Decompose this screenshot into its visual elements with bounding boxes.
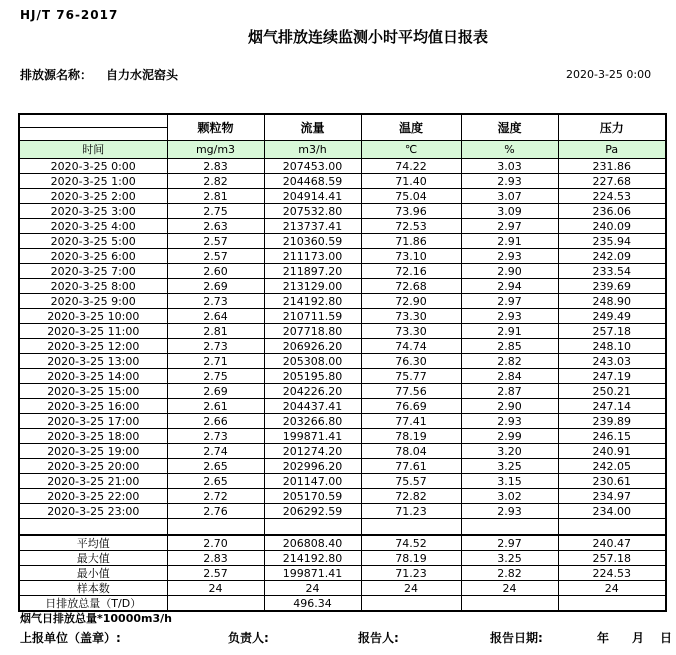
value-cell: 205195.80: [264, 369, 361, 384]
summary-row: [19, 551, 666, 566]
summary-value-cell: 206808.40: [264, 535, 361, 551]
reporter-label: 报告人:: [358, 631, 399, 645]
value-cell: 2.90: [461, 264, 558, 279]
summary-value-cell: 24: [167, 581, 264, 596]
summary-label-cell: 最小值: [19, 566, 167, 581]
unit-header-row: [19, 141, 666, 159]
value-cell: 206292.59: [264, 504, 361, 519]
spacer-cell: [167, 519, 264, 536]
table-row: [19, 399, 666, 414]
spacer-row: [19, 519, 666, 536]
time-cell: 2020-3-25 11:00: [19, 324, 167, 339]
summary-label-cell: 平均值: [19, 535, 167, 551]
table-row: [19, 414, 666, 429]
value-cell: 250.21: [558, 384, 666, 399]
value-cell: 2.65: [167, 474, 264, 489]
value-cell: 242.09: [558, 249, 666, 264]
summary-value-cell: [461, 596, 558, 612]
pollutant-header-row: [19, 114, 666, 128]
value-cell: 204437.41: [264, 399, 361, 414]
time-cell: 2020-3-25 5:00: [19, 234, 167, 249]
table-row: [19, 279, 666, 294]
value-cell: 205308.00: [264, 354, 361, 369]
value-cell: 213737.41: [264, 219, 361, 234]
value-cell: 227.68: [558, 174, 666, 189]
value-cell: 199871.41: [264, 429, 361, 444]
col-header-temperature: 温度: [361, 114, 461, 141]
table-row: [19, 369, 666, 384]
value-cell: 2.57: [167, 234, 264, 249]
summary-label-cell: 日排放总量（T/D）: [19, 596, 167, 612]
time-cell: 2020-3-25 23:00: [19, 504, 167, 519]
value-cell: 2.76: [167, 504, 264, 519]
value-cell: 224.53: [558, 189, 666, 204]
table-row: [19, 504, 666, 519]
signature-line: [0, 629, 676, 645]
value-cell: 75.57: [361, 474, 461, 489]
summary-value-cell: 224.53: [558, 566, 666, 581]
value-cell: 205170.59: [264, 489, 361, 504]
value-cell: 73.30: [361, 324, 461, 339]
value-cell: 201147.00: [264, 474, 361, 489]
value-cell: 204226.20: [264, 384, 361, 399]
summary-row: [19, 581, 666, 596]
value-cell: 72.53: [361, 219, 461, 234]
value-cell: 3.15: [461, 474, 558, 489]
time-header-cell: 时间: [19, 141, 167, 159]
value-cell: 203266.80: [264, 414, 361, 429]
summary-value-cell: 2.83: [167, 551, 264, 566]
time-cell: 2020-3-25 9:00: [19, 294, 167, 309]
year-label: 年: [597, 631, 610, 645]
hourly-average-report-table: [18, 113, 667, 612]
value-cell: 230.61: [558, 474, 666, 489]
value-cell: 2.91: [461, 234, 558, 249]
value-cell: 2.57: [167, 249, 264, 264]
value-cell: 73.30: [361, 309, 461, 324]
spacer-cell: [461, 519, 558, 536]
value-cell: 2.85: [461, 339, 558, 354]
col-header-particulate: 颗粒物: [167, 114, 264, 141]
summary-value-cell: 24: [461, 581, 558, 596]
value-cell: 2.81: [167, 189, 264, 204]
value-cell: 240.91: [558, 444, 666, 459]
value-cell: 77.61: [361, 459, 461, 474]
time-cell: 2020-3-25 16:00: [19, 399, 167, 414]
emission-source-label: 排放源名称：: [20, 68, 93, 82]
table-row: [19, 219, 666, 234]
header-blank-cell-bottom: [19, 128, 167, 141]
value-cell: 2.99: [461, 429, 558, 444]
time-cell: 2020-3-25 17:00: [19, 414, 167, 429]
value-cell: 3.02: [461, 489, 558, 504]
value-cell: 235.94: [558, 234, 666, 249]
report-date-label: 报告日期:: [490, 631, 543, 645]
table-row: [19, 474, 666, 489]
value-cell: 243.03: [558, 354, 666, 369]
summary-label-cell: 最大值: [19, 551, 167, 566]
unit-cell-flow: m3/h: [264, 141, 361, 159]
value-cell: 72.90: [361, 294, 461, 309]
footer-note: 烟气日排放总量*10000m3/h: [20, 612, 172, 625]
value-cell: 2.93: [461, 249, 558, 264]
unit-cell-pressure: Pa: [558, 141, 666, 159]
value-cell: 73.96: [361, 204, 461, 219]
time-cell: 2020-3-25 15:00: [19, 384, 167, 399]
summary-value-cell: [361, 596, 461, 612]
value-cell: 240.09: [558, 219, 666, 234]
value-cell: 247.14: [558, 399, 666, 414]
value-cell: 2.73: [167, 339, 264, 354]
value-cell: 2.69: [167, 279, 264, 294]
value-cell: 211173.00: [264, 249, 361, 264]
spacer-cell: [558, 519, 666, 536]
summary-label-cell: 样本数: [19, 581, 167, 596]
summary-value-cell: 24: [558, 581, 666, 596]
spacer-cell: [361, 519, 461, 536]
value-cell: 2.90: [461, 399, 558, 414]
time-cell: 2020-3-25 7:00: [19, 264, 167, 279]
value-cell: 207718.80: [264, 324, 361, 339]
value-cell: 210360.59: [264, 234, 361, 249]
value-cell: 2.93: [461, 414, 558, 429]
value-cell: 72.82: [361, 489, 461, 504]
emission-source-line: [20, 66, 178, 83]
summary-row: [19, 535, 666, 551]
value-cell: 3.03: [461, 159, 558, 174]
value-cell: 202996.20: [264, 459, 361, 474]
report-timestamp: 2020-3-25 0:00: [566, 68, 652, 81]
summary-row: [19, 596, 666, 612]
value-cell: 75.77: [361, 369, 461, 384]
time-cell: 2020-3-25 4:00: [19, 219, 167, 234]
value-cell: 2.64: [167, 309, 264, 324]
value-cell: 2.82: [167, 174, 264, 189]
value-cell: 2.60: [167, 264, 264, 279]
col-header-flow: 流量: [264, 114, 361, 141]
value-cell: 207453.00: [264, 159, 361, 174]
value-cell: 2.73: [167, 294, 264, 309]
value-cell: 207532.80: [264, 204, 361, 219]
time-cell: 2020-3-25 12:00: [19, 339, 167, 354]
value-cell: 2.93: [461, 309, 558, 324]
value-cell: 2.71: [167, 354, 264, 369]
table-row: [19, 339, 666, 354]
value-cell: 2.74: [167, 444, 264, 459]
time-cell: 2020-3-25 19:00: [19, 444, 167, 459]
time-cell: 2020-3-25 21:00: [19, 474, 167, 489]
value-cell: 2.87: [461, 384, 558, 399]
table-row: [19, 444, 666, 459]
table-row: [19, 234, 666, 249]
value-cell: 77.41: [361, 414, 461, 429]
value-cell: 78.19: [361, 429, 461, 444]
unit-cell-particulate: mg/m3: [167, 141, 264, 159]
time-cell: 2020-3-25 0:00: [19, 159, 167, 174]
month-label: 月: [632, 631, 645, 645]
table-row: [19, 309, 666, 324]
value-cell: 2.94: [461, 279, 558, 294]
value-cell: 74.22: [361, 159, 461, 174]
summary-value-cell: [558, 596, 666, 612]
value-cell: 74.74: [361, 339, 461, 354]
value-cell: 2.72: [167, 489, 264, 504]
value-cell: 76.69: [361, 399, 461, 414]
value-cell: 249.49: [558, 309, 666, 324]
table-row: [19, 189, 666, 204]
value-cell: 2.81: [167, 324, 264, 339]
standard-code: HJ/T 76-2017: [20, 8, 119, 22]
summary-value-cell: 496.34: [264, 596, 361, 612]
time-cell: 2020-3-25 3:00: [19, 204, 167, 219]
value-cell: 3.09: [461, 204, 558, 219]
table-row: [19, 159, 666, 174]
time-cell: 2020-3-25 2:00: [19, 189, 167, 204]
value-cell: 78.04: [361, 444, 461, 459]
table-row: [19, 294, 666, 309]
spacer-cell: [264, 519, 361, 536]
value-cell: 2.75: [167, 369, 264, 384]
emission-source-name: 自力水泥窑头: [106, 68, 179, 82]
time-cell: 2020-3-25 6:00: [19, 249, 167, 264]
table-row: [19, 354, 666, 369]
value-cell: 236.06: [558, 204, 666, 219]
value-cell: 2.69: [167, 384, 264, 399]
time-cell: 2020-3-25 8:00: [19, 279, 167, 294]
value-cell: 239.69: [558, 279, 666, 294]
value-cell: 213129.00: [264, 279, 361, 294]
value-cell: 234.00: [558, 504, 666, 519]
table-row: [19, 459, 666, 474]
summary-value-cell: 2.82: [461, 566, 558, 581]
value-cell: 3.20: [461, 444, 558, 459]
value-cell: 231.86: [558, 159, 666, 174]
value-cell: 204914.41: [264, 189, 361, 204]
summary-value-cell: 24: [264, 581, 361, 596]
value-cell: 72.68: [361, 279, 461, 294]
col-header-humidity: 湿度: [461, 114, 558, 141]
value-cell: 201274.20: [264, 444, 361, 459]
value-cell: 247.19: [558, 369, 666, 384]
table-row: [19, 429, 666, 444]
value-cell: 2.63: [167, 219, 264, 234]
time-cell: 2020-3-25 20:00: [19, 459, 167, 474]
value-cell: 257.18: [558, 324, 666, 339]
table-row: [19, 249, 666, 264]
col-header-pressure: 压力: [558, 114, 666, 141]
unit-cell-temperature: ℃: [361, 141, 461, 159]
report-unit-label: 上报单位（盖章）:: [20, 631, 121, 645]
spacer-cell: [19, 519, 167, 536]
summary-value-cell: 2.57: [167, 566, 264, 581]
value-cell: 2.97: [461, 294, 558, 309]
value-cell: 2.82: [461, 354, 558, 369]
value-cell: 2.84: [461, 369, 558, 384]
page-title: 烟气排放连续监测小时平均值日报表: [247, 28, 489, 46]
value-cell: 2.97: [461, 219, 558, 234]
value-cell: 75.04: [361, 189, 461, 204]
value-cell: 72.16: [361, 264, 461, 279]
value-cell: 2.91: [461, 324, 558, 339]
summary-value-cell: 214192.80: [264, 551, 361, 566]
value-cell: 206926.20: [264, 339, 361, 354]
day-label: 日: [660, 631, 673, 645]
table-row: [19, 174, 666, 189]
table-row: [19, 489, 666, 504]
value-cell: 242.05: [558, 459, 666, 474]
value-cell: 3.25: [461, 459, 558, 474]
value-cell: 211897.20: [264, 264, 361, 279]
unit-cell-humidity: %: [461, 141, 558, 159]
value-cell: 233.54: [558, 264, 666, 279]
header-blank-cell-top: [19, 114, 167, 128]
summary-value-cell: 78.19: [361, 551, 461, 566]
value-cell: 76.30: [361, 354, 461, 369]
time-cell: 2020-3-25 13:00: [19, 354, 167, 369]
value-cell: 214192.80: [264, 294, 361, 309]
summary-value-cell: [167, 596, 264, 612]
value-cell: 2.66: [167, 414, 264, 429]
value-cell: 246.15: [558, 429, 666, 444]
value-cell: 234.97: [558, 489, 666, 504]
table-row: [19, 324, 666, 339]
value-cell: 210711.59: [264, 309, 361, 324]
value-cell: 71.23: [361, 504, 461, 519]
summary-value-cell: 74.52: [361, 535, 461, 551]
value-cell: 3.07: [461, 189, 558, 204]
value-cell: 77.56: [361, 384, 461, 399]
value-cell: 2.93: [461, 174, 558, 189]
summary-value-cell: 257.18: [558, 551, 666, 566]
value-cell: 2.65: [167, 459, 264, 474]
summary-row: [19, 566, 666, 581]
value-cell: 204468.59: [264, 174, 361, 189]
value-cell: 71.86: [361, 234, 461, 249]
table-row: [19, 384, 666, 399]
value-cell: 248.10: [558, 339, 666, 354]
table-row: [19, 204, 666, 219]
summary-value-cell: 240.47: [558, 535, 666, 551]
summary-value-cell: 3.25: [461, 551, 558, 566]
value-cell: 2.93: [461, 504, 558, 519]
summary-value-cell: 24: [361, 581, 461, 596]
time-cell: 2020-3-25 14:00: [19, 369, 167, 384]
time-cell: 2020-3-25 10:00: [19, 309, 167, 324]
time-cell: 2020-3-25 1:00: [19, 174, 167, 189]
value-cell: 71.40: [361, 174, 461, 189]
value-cell: 73.10: [361, 249, 461, 264]
time-cell: 2020-3-25 18:00: [19, 429, 167, 444]
summary-value-cell: 71.23: [361, 566, 461, 581]
value-cell: 2.83: [167, 159, 264, 174]
value-cell: 239.89: [558, 414, 666, 429]
value-cell: 248.90: [558, 294, 666, 309]
summary-value-cell: 2.97: [461, 535, 558, 551]
value-cell: 2.73: [167, 429, 264, 444]
summary-value-cell: 199871.41: [264, 566, 361, 581]
value-cell: 2.75: [167, 204, 264, 219]
responsible-person-label: 负责人:: [228, 631, 269, 645]
summary-value-cell: 2.70: [167, 535, 264, 551]
time-cell: 2020-3-25 22:00: [19, 489, 167, 504]
value-cell: 2.61: [167, 399, 264, 414]
table-row: [19, 264, 666, 279]
